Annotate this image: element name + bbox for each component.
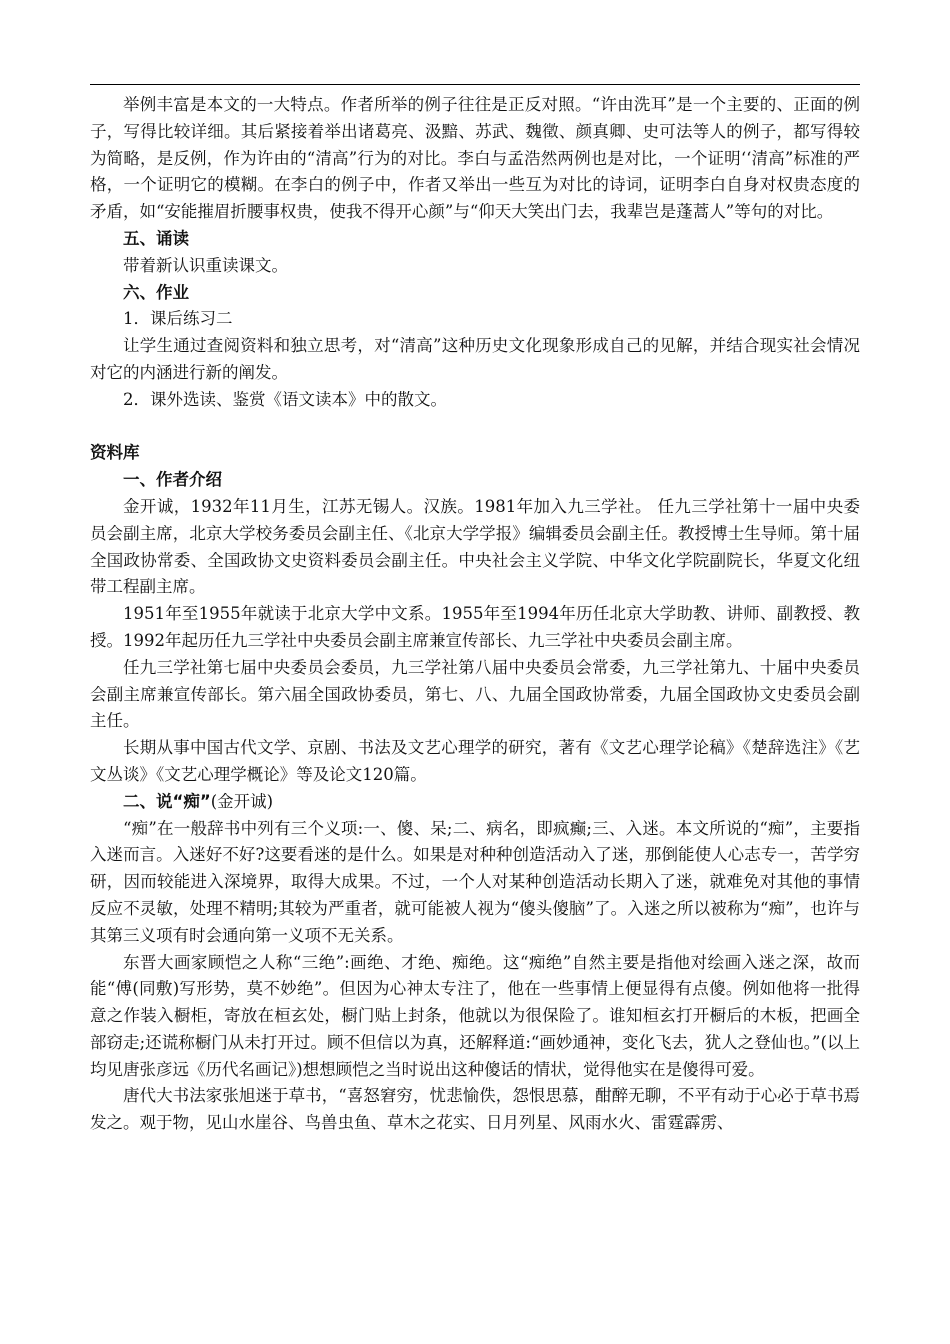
homework-item-2: 2．课外选读、鉴赏《语文读本》中的散文。 [123, 389, 447, 409]
analysis-paragraph: 举例丰富是本文的一大特点。作者所举的例子往往是正反对照。“许由洗耳”是一个主要的、正面的例子，写得比较详细。其后紧接着举出诸葛亮、汲黯、苏武、魏徵、颜真卿、史可法等人的例子，都写得较为简略，是反例，作为许由的“清高”行为的对比。李白与孟浩然两例也是对比，一个证明‘‘清高”标准的严格，一个证明它的模糊。在李白的例子中，作者又举出一些互为对比的诗词，证明李白自身对权贵态度的矛盾，如“安能摧眉折腰事权贵，使我不得开心颜”与“仰天大笑出门去，我辈岂是蓬蒿人”等句的对比。 [90, 95, 860, 222]
document-body [90, 92, 860, 1137]
essay-paragraph: 东晋大画家顾恺之人称“三绝”:画绝、才绝、痴绝。这“痴绝”自然主要是指他对绘画入迷之深，故而能“傅(同敷)写形势，莫不妙绝”。但因为心神太专注了，他在一些事情上便显得有点傻。例如他将一批得意之作装入橱柜，寄放在桓玄处，橱门贴上封条，他就以为很保险了。谁知桓玄打开橱后的木板，把画全部窃走;还谎称橱门从未打开过。顾不但信以为真，还解释道:“画妙通神，变化飞去，犹人之登仙也。”(以上均见唐张彦远《历代名画记》)想想顾恺之当时说出这种傻话的情状，觉得他实在是傻得可爱。 [90, 952, 860, 1079]
author-intro-paragraph: 长期从事中国古代文学、京剧、书法及文艺心理学的研究，著有《文艺心理学论稿》《楚辞选注》《艺文丛谈》《文艺心理学概论》等及论文120篇。 [90, 738, 860, 784]
section-heading-recitation: 五、诵读 [123, 228, 189, 248]
header-rule [90, 84, 860, 85]
homework-item-1-text: 让学生通过查阅资料和独立思考，对“清高”这种历史文化现象形成自己的见解，并结合现实社会情况对它的内涵进行新的阐发。 [90, 336, 860, 382]
author-intro-paragraph: 任九三学社第七届中央委员会委员，九三学社第八届中央委员会常委，九三学社第九、十届中央委员会副主席兼宣传部长。第六届全国政协委员，第七、八、九届全国政协常委，九届全国政协文史委员会副主任。 [90, 657, 860, 731]
homework-item-1-title: 1．课后练习二 [123, 309, 233, 329]
essay-paragraph: “痴”在一般辞书中列有三个义项:一、傻、呆;二、病名，即疯癫;三、入迷。本文所说的“痴”，主要指入迷而言。入迷好不好?这要看迷的是什么。如果是对种种创造活动入了迷，那倒能使人心志专一，苦学穷研，因而较能进入深境界，取得大成果。不过，一个人对某种创造活动长期入了迷，就难免对其他的事情反应不灵敏，处理不精明;其较为严重者，就可能被人视为“傻头傻脑”了。入迷之所以被称为“痴”，也许与其第三义项有时会通向第一义项不无关系。 [90, 818, 860, 945]
author-intro-paragraph: 金开诚，1932年11月生，江苏无锡人。汉族。1981年加入九三学社。 任九三学社第十一届中央委员会副主席，北京大学校务委员会副主任、《北京大学学报》编辑委员会副主任。教授博士生导师。第十届全国政协常委、全国政协文史资料委员会副主任。中央社会主义学院、中华文化学院副院长，华夏文化纽带工程副主席。 [90, 496, 860, 597]
recitation-text: 带着新认识重读课文。 [123, 255, 288, 275]
author-intro-heading: 一、作者介绍 [123, 470, 222, 490]
essay-title: 二、说“痴” [123, 791, 211, 811]
author-intro-paragraph: 1951年至1955年就读于北京大学中文系。1955年至1994年历任北京大学助教、讲师、副教授、教授。1992年起历任九三学社中央委员会副主席兼宣传部长、九三学社中央委员会副主席。 [90, 604, 860, 650]
essay-paragraph: 唐代大书法家张旭迷于草书，“喜怒窘穷，忧悲愉佚，怨恨思慕，酣醉无聊，不平有动于心必于草书焉发之。观于物，见山水崖谷、鸟兽虫鱼、草木之花实、日月列星、风雨水火、雷霆霹雳、 [90, 1086, 860, 1133]
essay-author: (金开诚) [210, 791, 274, 811]
library-heading: 资料库 [90, 443, 140, 463]
essay-heading [90, 789, 860, 816]
section-heading-homework: 六、作业 [123, 282, 189, 302]
